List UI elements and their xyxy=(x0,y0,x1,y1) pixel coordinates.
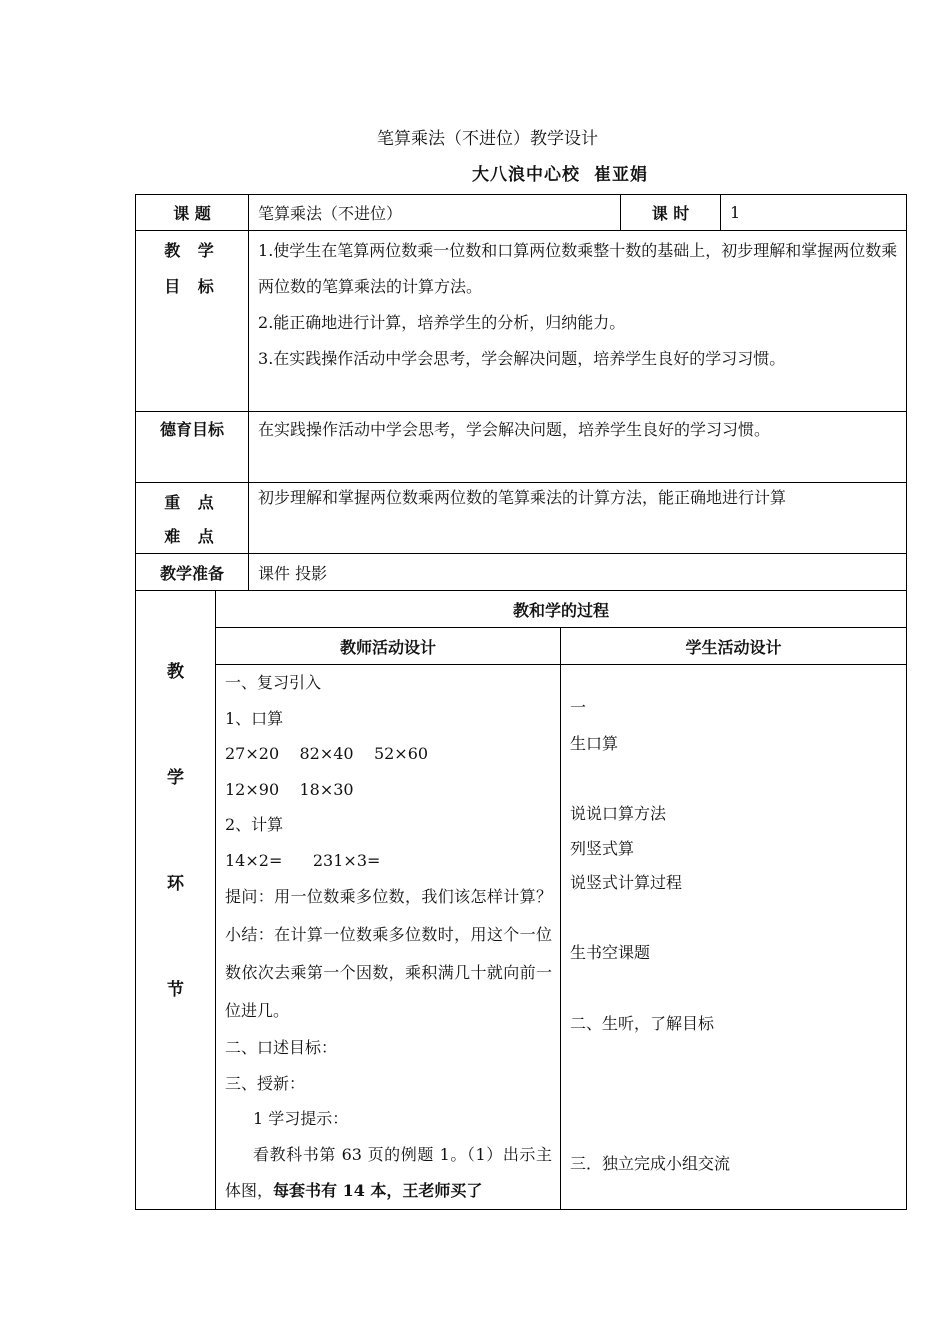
process-side-label xyxy=(136,591,216,1210)
prep-value: 课件 投影 xyxy=(249,554,907,591)
school-name: 大八浪中心校 xyxy=(472,165,580,185)
topic-value: 笔算乘法（不进位） xyxy=(249,195,621,231)
process-char: 教 xyxy=(167,662,184,682)
student-line: 生口算 xyxy=(570,734,619,753)
process-char: 环 xyxy=(167,874,184,894)
teacher-line: 三、授新： xyxy=(225,1073,306,1093)
teacher-paragraph: 看教科书第 63 页的例题 1。（1）出示主体图，每套书有 14 本，王老师买了 xyxy=(225,1144,553,1200)
process-char: 学 xyxy=(167,768,184,788)
hours-label: 课 时 xyxy=(621,195,721,231)
hours-value: 1 xyxy=(721,195,907,231)
student-line: 说说口算方法 xyxy=(570,804,667,823)
student-line: 三．独立完成小组交流 xyxy=(570,1154,731,1173)
moral-label: 德育目标 xyxy=(136,412,249,483)
goal-item: 1.使学生在笔算两位数乘一位数和口算两位数乘整十数的基础上，初步理解和掌握两位数乘两位数的笔算乘法的计算方法。 xyxy=(258,241,898,296)
goal-item: 2.能正确地进行计算，培养学生的分析，归纳能力。 xyxy=(258,313,626,332)
student-line: 生书空课题 xyxy=(570,943,651,962)
student-line: 一 xyxy=(570,698,587,717)
emphasis-text: 每套书有 14 本，王老师买了 xyxy=(273,1180,483,1200)
moral-value: 在实践操作活动中学会思考，学会解决问题，培养学生良好的学习习惯。 xyxy=(249,412,907,483)
teacher-line: 二、口述目标： xyxy=(225,1038,338,1057)
goals-label-line-2: 目 标 xyxy=(164,277,220,296)
student-line: 二、生听，了解目标 xyxy=(570,1014,715,1033)
goal-item: 3.在实践操作活动中学会思考，学会解决问题，培养学生良好的学习习惯。 xyxy=(258,349,786,368)
author-name: 崔亚娟 xyxy=(594,165,648,185)
key-label-line-2: 难 点 xyxy=(164,527,220,546)
topic-label: 课 题 xyxy=(136,195,249,231)
teacher-paragraph: 提问：用一位数乘多位数，我们该怎样计算？ 小结：在计算一位数乘多位数时，用这个一位数依次去乘第一个因数，乘积满几十就向前一位进几。 xyxy=(225,887,553,1020)
teacher-line: 1 学习提示： xyxy=(253,1109,349,1128)
teacher-header: 教师活动设计 xyxy=(216,628,561,665)
teacher-line: 12×90 18×30 xyxy=(225,779,354,799)
goals-label-line-1: 教 学 xyxy=(164,241,220,260)
teacher-line: 14×2= 231×3= xyxy=(225,850,381,870)
key-label-line-1: 重 点 xyxy=(164,493,220,512)
document-title: 笔算乘法（不进位）教学设计 xyxy=(377,129,598,149)
goals-content xyxy=(249,231,907,412)
student-header: 学生活动设计 xyxy=(561,628,907,665)
student-line: 说竖式计算过程 xyxy=(570,873,683,892)
process-char: 节 xyxy=(167,980,184,1000)
author-line xyxy=(472,160,648,185)
teacher-line: 27×20 82×40 52×60 xyxy=(225,744,429,763)
prep-label: 教学准备 xyxy=(136,554,249,591)
student-line: 列竖式算 xyxy=(570,839,635,858)
process-title: 教和学的过程 xyxy=(216,591,907,628)
student-activity xyxy=(561,665,907,1210)
teacher-line: 1、口算 xyxy=(225,708,284,728)
teacher-line: 2、计算 xyxy=(225,815,284,834)
key-points-label xyxy=(136,483,249,554)
teacher-activity xyxy=(216,665,561,1210)
goals-label xyxy=(136,231,249,412)
key-points-value: 初步理解和掌握两位数乘两位数的笔算乘法的计算方法，能正确地进行计算 xyxy=(249,483,907,554)
lesson-plan-table xyxy=(135,194,907,1210)
teacher-line: 一、复习引入 xyxy=(225,673,322,692)
